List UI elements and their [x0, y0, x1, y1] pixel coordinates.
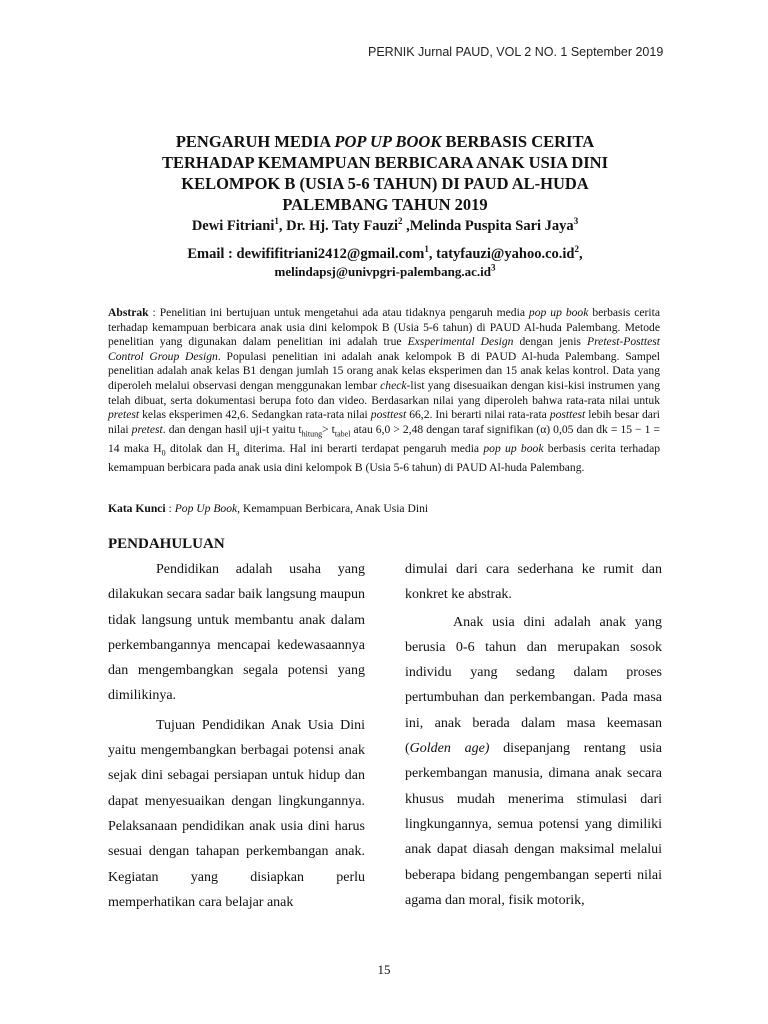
- email-2-end: ,: [578, 246, 583, 262]
- abstract-italic: pretest: [131, 422, 163, 436]
- title-line-1-italic: POP UP BOOK: [334, 132, 442, 151]
- abstract-italic: Exsperimental Design: [407, 335, 514, 349]
- author-list: [120, 218, 650, 235]
- abstract-italic: check: [380, 378, 407, 392]
- abstract-label: Abstrak: [108, 306, 149, 319]
- abstract-subscript: hitung: [301, 429, 323, 439]
- abstract-subscript: 0: [161, 447, 166, 457]
- title-line-3: KELOMPOK B (USIA 5-6 TAHUN) DI PAUD AL-HUDA: [181, 174, 589, 193]
- paragraph-text: Anak usia dini adalah anak yang berusia 0-6 tahun dan merupakan sosok individu yang sedang dalam proses pertumbuhan dan perkembangan. Pada masa ini, anak berada dalam masa keemasan (: [405, 614, 662, 757]
- email-3-sup: 3: [491, 262, 496, 273]
- right-column: [405, 557, 662, 913]
- keywords-label: Kata Kunci: [108, 502, 166, 515]
- abstract-text: 66,2. Ini berarti nilai rata-rata: [406, 408, 550, 422]
- paragraph-italic: Golden age): [409, 741, 490, 757]
- paragraph-text: disepanjang rentang usia perkembangan manusia, dimana anak secara khusus mudah menerima stimulasi dari lingkungannya, semua potensi yang dimiliki anak dapat diasah dengan maksimal melalui beberapa bidang pengembangan seperti nilai agama dan moral, fisik motorik,: [405, 741, 662, 908]
- paper-title: [120, 131, 650, 215]
- paragraph: [405, 610, 662, 914]
- author-2: , Dr. Hj. Taty Fauzi: [278, 218, 398, 234]
- abstract-text: -list yang disesuaikan dengan kisi-kisi instrumen yang telah dibuat, serta dokumentasi berupa foto dan video. Berdasarkan nilai yang diperoleh bahwa rata-rata nilai untuk: [108, 378, 660, 407]
- abstract-italic: Pretest-Posttest Control Group Design: [108, 335, 660, 363]
- paragraph: Pendidikan adalah usaha yang dilakukan secara sadar baik langsung maupun tidak langsung untuk membantu anak dalam perkembangannya mencapai kedewasaannya dan mengembangkan segala potensi yang dimilikinya.: [108, 562, 365, 704]
- abstract-text: atau 6,0 > 2,48 dengan taraf signifikan (α) 0,05 dan dk = 15 − 1 = 14 maka H: [108, 422, 660, 455]
- abstract-italic: pop up book: [528, 306, 589, 319]
- email-1-sup: 1: [424, 244, 429, 255]
- abstract-text: berbasis cerita terhadap kemampuan berbicara anak usia dini kelompok B (Usia 5-6 tahun) di PAUD Al-huda Palembang. Metode penelitian yang digunakan dalam penelitian ini adalah true: [108, 306, 660, 349]
- author-1: Dewi Fitriani: [191, 218, 275, 234]
- email-block: [120, 246, 650, 280]
- email-1: Email : dewififitriani2412@gmail.com: [187, 246, 425, 262]
- abstract-italic: pop up book: [483, 441, 544, 455]
- title-line-1-post: BERBASIS CERITA: [441, 132, 595, 151]
- keywords-italic: Pop Up Book,: [174, 502, 241, 515]
- abstract-italic: posttest: [549, 408, 586, 422]
- running-header: PERNIK Jurnal PAUD, VOL 2 NO. 1 September 2019: [368, 45, 664, 59]
- abstract-italic: pretest: [108, 408, 140, 422]
- abstract-text: lebih besar dari nilai: [108, 408, 660, 436]
- abstract-text: . dan dengan hasil uji-t yaitu t: [162, 422, 302, 436]
- section-heading: PENDAHULUAN: [108, 536, 225, 552]
- email-line-2: [120, 263, 650, 280]
- author-3: ,Melinda Puspita Sari Jaya: [402, 218, 574, 234]
- paragraph: Tujuan Pendidikan Anak Usia Dini yaitu mengembangkan berbagai potensi anak sejak dini sebagai persiapan untuk hidup dan dapat menyesuaikan dengan lingkungannya. Pelaksanaan pendidikan anak usia dini harus sesuai dengan tahapan perkembangan anak. Kegiatan yang disiapkan perlu memperhatikan cara belajar anak: [108, 717, 365, 910]
- abstract-text: > t: [322, 422, 335, 436]
- author-3-sup: 3: [573, 216, 579, 227]
- title-line-1: [120, 131, 650, 152]
- abstract-text: . Populasi penelitian ini adalah anak kelompok B di PAUD Al-huda Palembang. Sampel penelitian adalah anak kelas B1 dengan jumlah 15 orang anak kelas eksperimen dan 15 anak kelas kontrol. Data yang diperoleh melalui observasi dengan menggunakan lembar: [108, 349, 661, 392]
- abstract-subscript: a: [235, 447, 240, 457]
- email-2: , tatyfauzi@yahoo.co.id: [428, 246, 575, 262]
- abstract-italic: posttest: [370, 408, 407, 422]
- title-line-4: PALEMBANG TAHUN 2019: [282, 195, 488, 214]
- author-2-sup: 2: [397, 216, 403, 227]
- left-column: [108, 557, 365, 915]
- abstract-text: : Penelitian ini bertujuan untuk mengetahui ada atau tidaknya pengaruh media: [148, 306, 529, 319]
- page-number: 15: [377, 962, 391, 977]
- title-line-2: TERHADAP KEMAMPUAN BERBICARA ANAK USIA DINI: [162, 153, 608, 172]
- title-line-1-pre: PENGARUH MEDIA: [175, 132, 335, 151]
- abstract-text: ditolak dan H: [165, 441, 236, 455]
- abstract-text: diterima. Hal ini berarti terdapat pengaruh media: [239, 441, 484, 455]
- email-3: melindapsj@univpgri-palembang.ac.id: [274, 264, 492, 279]
- keywords-sep: :: [165, 502, 175, 515]
- email-line-1: [120, 246, 650, 263]
- keywords: [108, 502, 660, 515]
- abstract: [108, 306, 660, 475]
- abstract-text: berbasis cerita terhadap kemampuan berbicara pada anak usia dini kelompok B (Usia 5-6 tahun) di PAUD Al-huda Palembang.: [108, 441, 661, 474]
- paragraph: dimulai dari cara sederhana ke rumit dan konkret ke abstrak.: [405, 562, 662, 603]
- abstract-text: dengan jenis: [513, 335, 588, 349]
- author-1-sup: 1: [274, 216, 279, 227]
- abstract-subscript: tabel: [334, 429, 351, 439]
- keywords-rest: Kemampuan Berbicara, Anak Usia Dini: [240, 502, 429, 515]
- email-2-sup: 2: [574, 244, 579, 255]
- abstract-text: kelas eksperimen 42,6. Sedangkan rata-rata nilai: [139, 408, 371, 422]
